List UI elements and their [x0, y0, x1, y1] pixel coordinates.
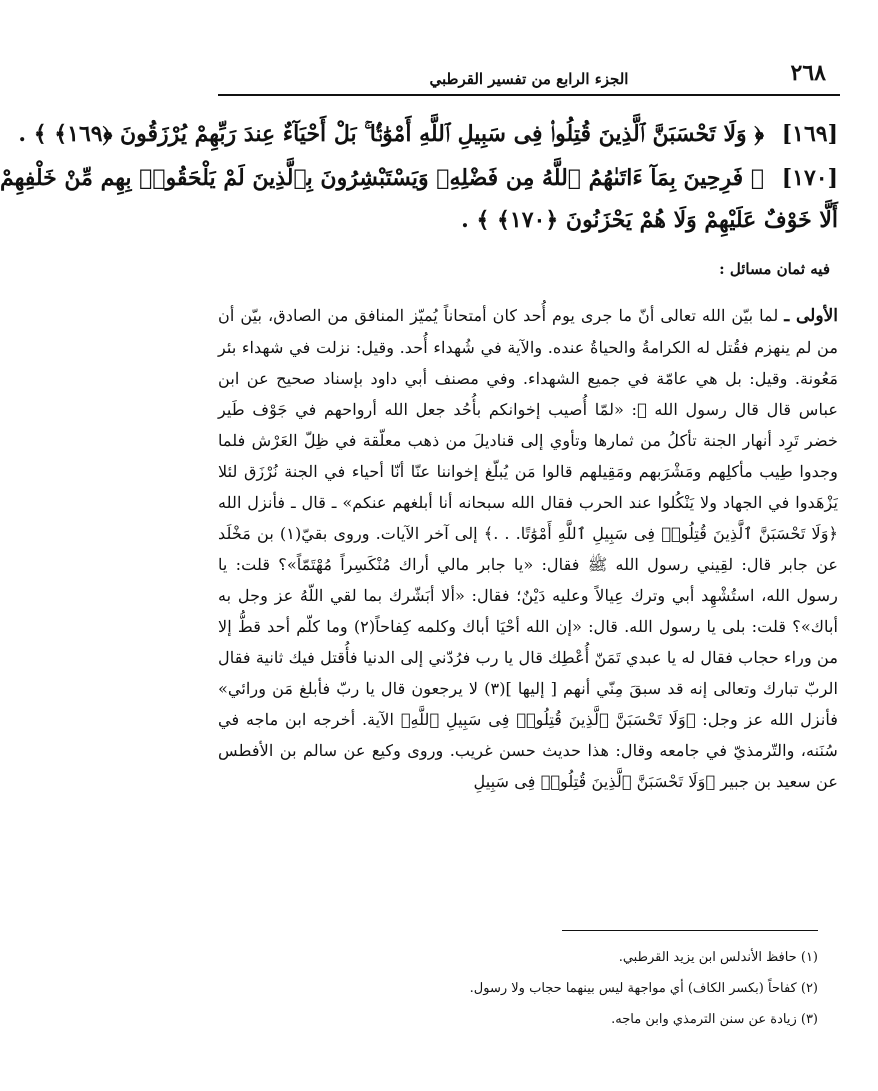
footnote-divider	[562, 930, 818, 931]
commentary-paragraph	[218, 300, 838, 797]
footnote-3: (٣) زيادة عن سنن الترمذي وابن ماجه.	[611, 1012, 818, 1027]
verse-169	[18, 114, 838, 154]
verse-number: [١٦٩]	[781, 121, 838, 147]
paragraph-text: لما بيّن الله تعالى أنّ ما جرى يوم أُحد كان أمتحاناً يُميّز المنافق من الصادق، بيّن أن من لم ينهزم فقُتل له الكرامةُ والحياةُ عنده. والآية في شُهداء أُحد. وقيل: نزلت في شهداء بئر مَعُونة. وقيل: بل هي عامّة في جميع الشهداء. وفي مصنف أبي داود بإسناد صحيح عن ابن عباس قال قال رسول الله ﷺ: «لمّا أُصيب إخوانكم بأُحُد جعل الله أرواحهم في جَوْف طَير خضر تَرِد أنهار الجنة تأكلُ من ثمارها وتأوي إلى قناديلَ من ذهب معلّقة في ظِلّ العَرْش فلما وجدوا طِيب مأكلِهم ومَشْرَبهم ومَقِيلهم قالوا مَن يُبلّغ إخواننا عنّا أنّا أحياء في الجنة نُرْزَق لئلا يَزْهَدوا في الجهاد ولا يَنْكُلوا عند الحرب فقال الله سبحانه أنا أبلغهم عنكم» ـ قال ـ فأنزل الله ﴿وَلَا تَحْسَبَنَّ ٱلَّذِينَ قُتِلُوا۟ فِى سَبِيلِ ٱللَّهِ أَمْوَٰتًا. . .﴾ إلى آخر الآيات. وروى بقيّ(١) بن مَخْلَد عن جابر قال: لقِيني رسول الله ﷺ فقال: «يا جابر مالي أراك مُنْكَسِراً مُهْتَمّاً»؟ قلت: يا رسول الله، استُشْهِد أبي وترك عِيالاً وعليه دَيْنٌ؛ فقال: «ألا أبَشّرك بما لقي اللّهُ عز وجل به أباك»؟ قلت: بلى يا رسول الله. قال: «إن الله أحْيَا أباك وكلمه كِفاحاً(٢) وما كلّم أحد قطُّ إلا من وراء حجاب فقال له يا عبدي تَمَنّ أُعْطِك قال يا رب فرُدّني إلى الدنيا فأُقتل فيك ثانية فقال الربّ تبارك وتعالى إنه قد سبقَ مِنّي أنهم [ إليها ](٣) لا يرجعون قال يا ربّ فأبلغ مَن ورائي» فأنزل الله عز وجل: ﴿وَلَا تَحْسَبَنَّ ٱلَّذِينَ قُتِلُوا۟ فِى سَبِيلِ ٱللَّهِ﴾ الآية. أخرجه ابن ماجه في سُنَنه، والتّرمذيّ في جامعه وقال: هذا حديث حسن غريب. وروى وكيع عن سالم بن الأفطس عن سعيد بن جبير ﴿وَلَا تَحْسَبَنَّ ٱلَّذِينَ قُتِلُوا۟ فِى سَبِيلِ	[218, 306, 838, 791]
footnote-1: (١) حافظ الأندلس ابن يزيد القرطبي.	[618, 950, 818, 965]
verse-170-continued	[218, 200, 838, 240]
issues-heading: فيه ثمان مسائل :	[719, 260, 830, 278]
verse-text: ﴿ وَلَا تَحْسَبَنَّ ٱلَّذِينَ قُتِلُوا۟ فِى سَبِيلِ ٱللَّهِ أَمْوَٰتًۢا ۚ بَلْ أَحْيَآءٌ عِندَ رَبِّهِمْ يُرْزَقُونَ ﴿١٦٩﴾ ﴾ .	[18, 121, 765, 147]
verse-text: ﴿ فَرِحِينَ بِمَآ ءَاتَىٰهُمُ ٱللَّهُ مِن فَضْلِهِۦ وَيَسْتَبْشِرُونَ بِٱلَّذِينَ لَمْ يَلْحَقُوا۟ بِهِم مِّنْ خَلْفِهِمْ	[0, 165, 765, 191]
section-lead: الأولى ـ	[784, 306, 838, 326]
commentary-body	[218, 300, 838, 920]
running-title: الجزء الرابع من تفسير القرطبي	[429, 70, 629, 88]
verse-text: أَلَّا خَوْفٌ عَلَيْهِمْ وَلَا هُمْ يَحْزَنُونَ ﴿١٧٠﴾ ﴾ .	[461, 207, 838, 233]
page-header	[218, 58, 840, 96]
verse-170	[0, 158, 838, 198]
footnote-2: (٢) كفاحاً (بكسر الكاف) أي مواجهة ليس بينهما حجاب ولا رسول.	[469, 981, 818, 996]
page-number: ٢٦٨	[790, 60, 826, 86]
footnotes	[260, 942, 818, 1035]
verse-number: [١٧٠]	[781, 165, 838, 191]
